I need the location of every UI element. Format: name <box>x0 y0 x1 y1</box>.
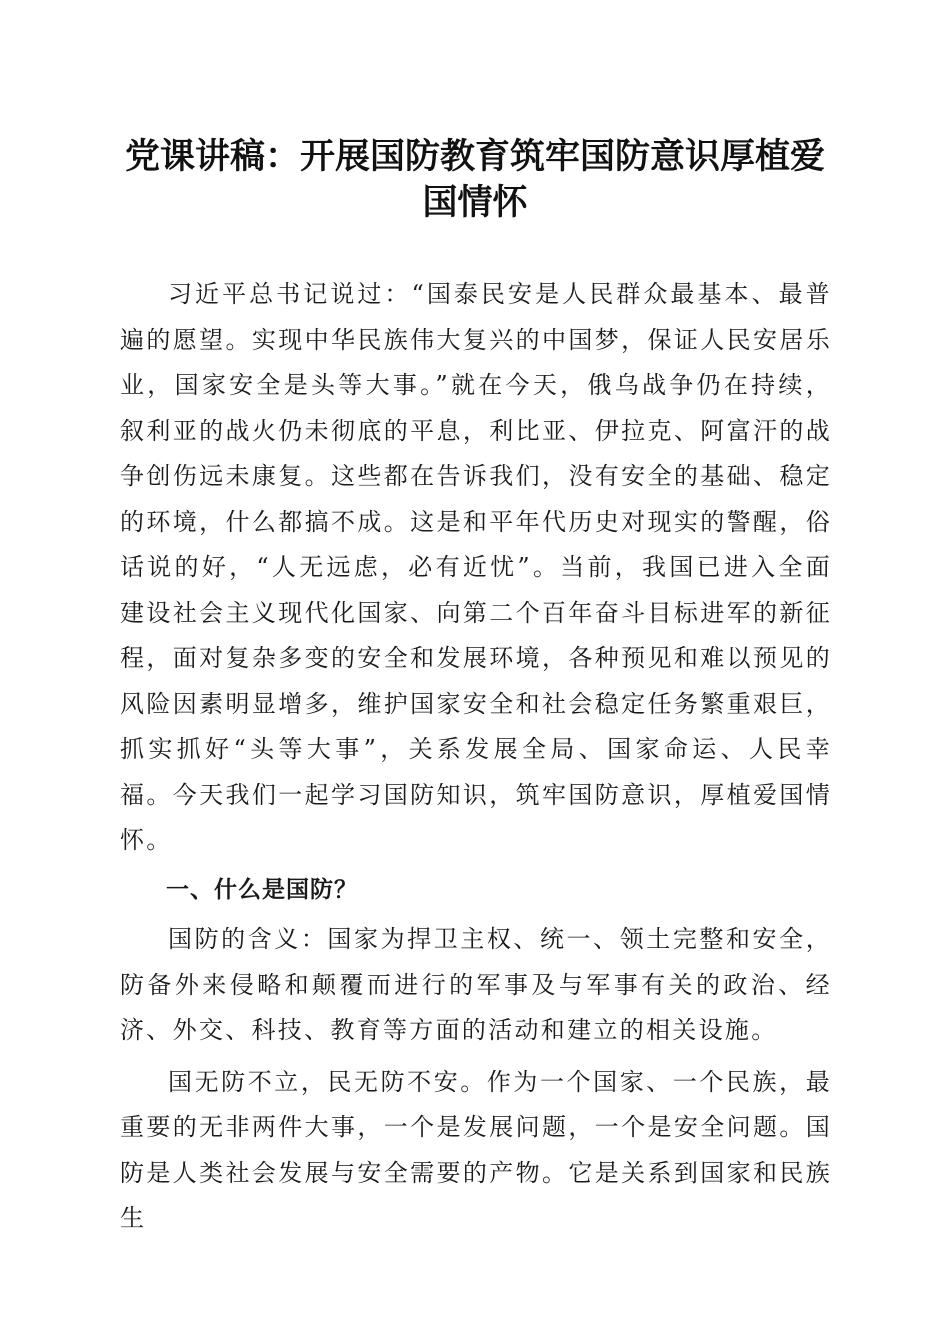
document-title: 党课讲稿：开展国防教育筑牢国防意识厚植爱国情怀 <box>124 136 825 223</box>
document-body <box>120 272 832 1242</box>
definition-paragraph: 国防的含义：国家为捍卫主权、统一、领土完整和安全，防备外来侵略和颠覆而进行的军事及与军事有关的政治、经济、外交、科技、教育等方面的活动和建立的相关设施。 <box>120 925 832 1044</box>
intro-paragraph: 习近平总书记说过：“国泰民安是人民群众最基本、最普遍的愿望。实现中华民族伟大复兴的中国梦，保证人民安居乐业，国家安全是头等大事。”就在今天，俄乌战争仍在持续，叙利亚的战火仍未彻底的平息，利比亚、伊拉克、阿富汗的战争创伤远未康复。这些都在告诉我们，没有安全的基础、稳定的环境，什么都搞不成。这是和平年代历史对现实的警醒，俗话说的好，“人无远虑，必有近忧”。当前，我国已进入全面建设社会主义现代化国家、向第二个百年奋斗目标进军的新征程，面对复杂多变的安全和发展环境，各种预见和难以预见的风险因素明显增多，维护国家安全和社会稳定任务繁重艰巨，抓实抓好“头等大事”，关系发展全局、国家命运、人民幸福。今天我们一起学习国防知识，筑牢国防意识，厚植爱国情怀。 <box>120 280 832 854</box>
section-heading: 一、什么是国防？ <box>166 876 358 903</box>
body-paragraph: 国无防不立，民无防不安。作为一个国家、一个民族，最重要的无非两件大事，一个是发展问题，一个是安全问题。国防是人类社会发展与安全需要的产物。它是关系到国家和民族生 <box>120 1067 832 1232</box>
